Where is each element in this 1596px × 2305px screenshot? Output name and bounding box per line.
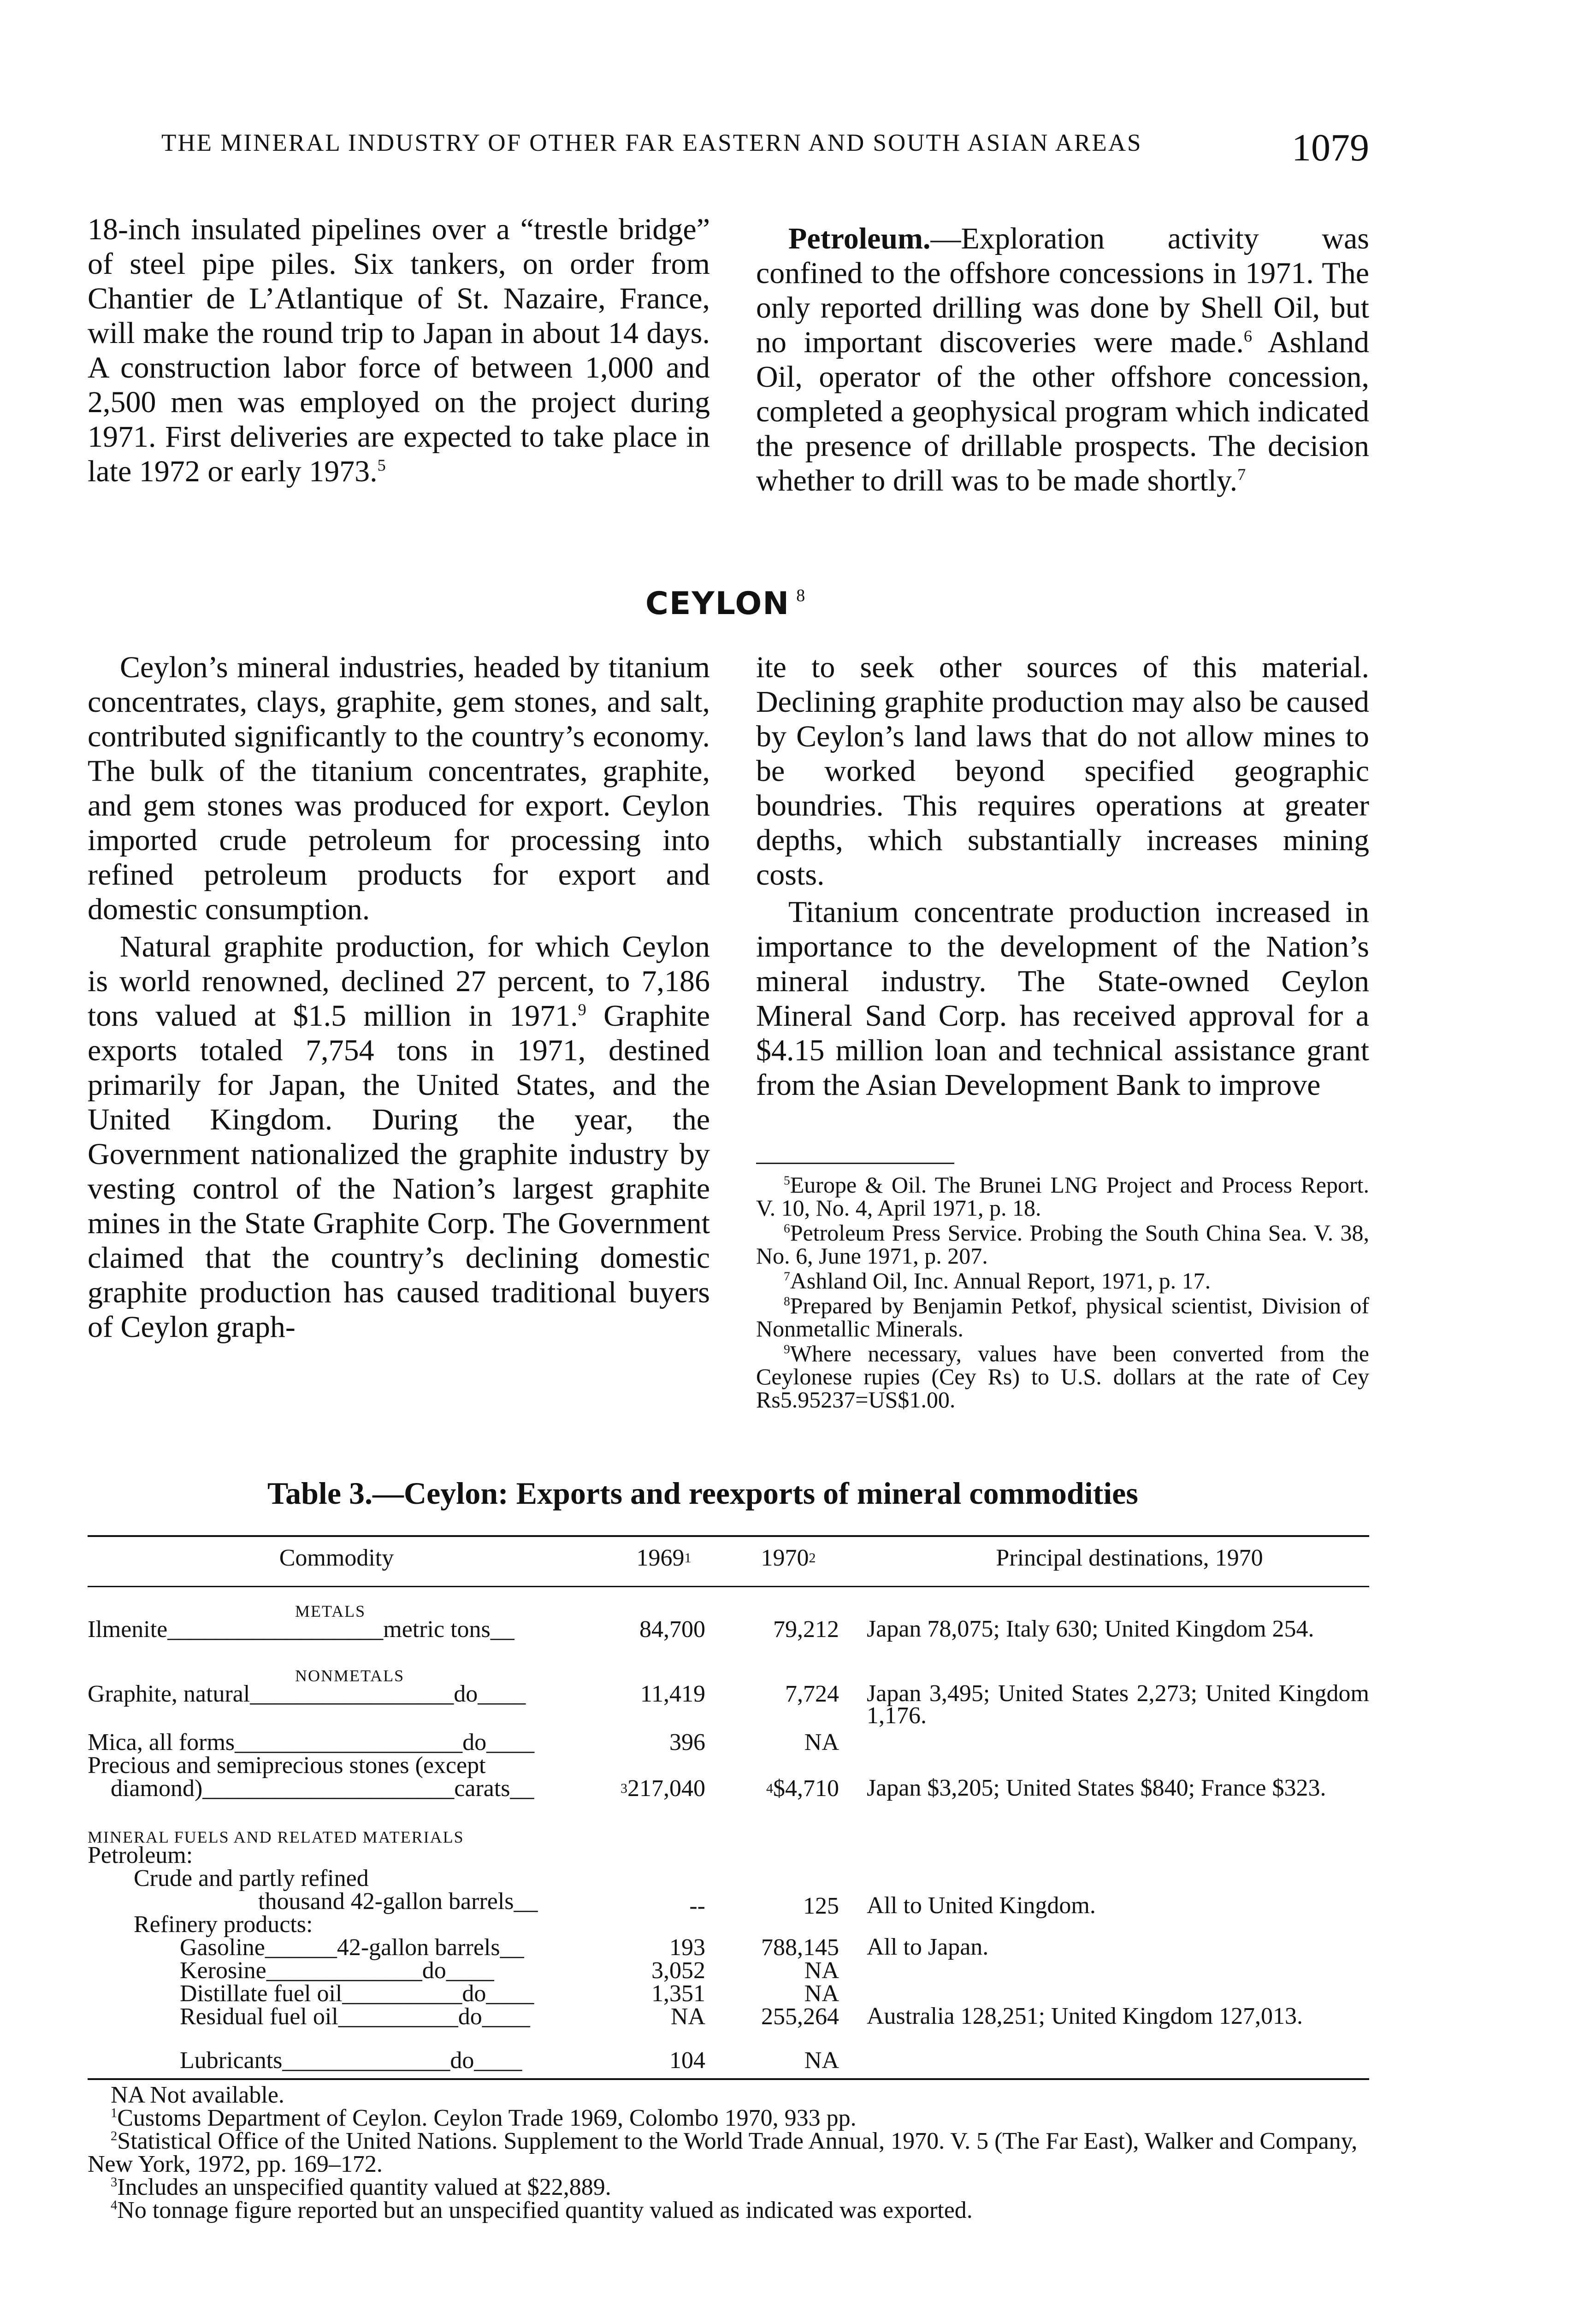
row-gasoline-dest: All to Japan. xyxy=(867,1934,989,1960)
row-mica-1969: 396 xyxy=(669,1729,705,1755)
row-graphite-dest: Japan 3,495; United States 2,273; United Kingdom 1,176. xyxy=(867,1680,1369,1729)
col-header-destinations: Principal destinations, 1970 xyxy=(996,1545,1263,1571)
table-note: $^1$Customs Department of Ceylon. Ceylon Trade 1969, Colombo 1970, 933 pp. xyxy=(111,2105,857,2131)
row-residual-1969: NA xyxy=(670,2004,705,2030)
row-graphite-label: Graphite, natural_________________do____ xyxy=(88,1681,526,1707)
row-crude-1969: -- xyxy=(689,1893,705,1919)
row-ilmenite-1970: 79,212 xyxy=(773,1616,839,1643)
table-header-rule xyxy=(88,1586,1369,1587)
row-precious-label: diamond)_____________________carats__ xyxy=(111,1775,534,1802)
row-gasoline-1969: 193 xyxy=(669,1934,705,1961)
running-header: THE MINERAL INDUSTRY OF OTHER FAR EASTERN AND SOUTH ASIAN AREAS xyxy=(161,130,1142,156)
row-lubricants-1969: 104 xyxy=(669,2047,705,2074)
continuation-left-column xyxy=(88,212,710,489)
table-bottom-rule xyxy=(88,2078,1369,2080)
footnote: $^9$Where necessary, values have been converted from the Ceylonese rupies (Cey Rs) to U.S. dollars at the rate of Cey Rs5.95237=US$1.00. xyxy=(756,1341,1369,1413)
row-refinery-label: Refinery products: xyxy=(134,1911,313,1938)
petroleum-paragraph: Petroleum.—Exploration activity was confined to the offshore concessions in 1971. The only reported drilling was done by Shell Oil, but no important discoveries were made.$^6$ Ashland Oil, operator of the other offshore concession, completed a geophysical program which indicated the presence of drillable prospects. The decision whether to drill was to be made shortly.$^7$ xyxy=(756,222,1369,497)
row-mica-1970: NA xyxy=(804,1729,839,1755)
page-number: 1079 xyxy=(1292,126,1369,169)
row-ilmenite-label: Ilmenite__________________metric tons__ xyxy=(88,1616,514,1643)
ceylon-right-column xyxy=(756,650,1369,1102)
graphite-paragraph: Natural graphite production, for which Ceylon is world renowned, declined 27 percent, to 7,186 tons valued at $1.5 million in 1971.$^9$ Graphite exports totaled 7,754 tons in 1971, destined primarily for Japan, the United States, and the United Kingdom. During the year, the Government nationalized the graphite industry by vesting control of the Nation’s largest graphite mines in the State Graphite Corp. The Government claimed that the country’s declining domestic graphite production has caused traditional buyers of Ceylon graph- xyxy=(88,930,710,1344)
section-title: CEYLON $^8$ xyxy=(645,585,806,622)
footnote: $^7$Ashland Oil, Inc. Annual Report, 1971, p. 17. xyxy=(784,1268,1211,1294)
row-crude-dest: All to United Kingdom. xyxy=(867,1892,1096,1919)
row-crude-label-line1: Crude and partly refined xyxy=(134,1865,369,1891)
col-header-1969: 1969$^1$ xyxy=(636,1545,692,1571)
row-precious-1970: $^4$\$4,710 xyxy=(766,1775,839,1802)
table-note: $^2$Statistical Office of the United Nations. Supplement to the World Trade Annual, 1970. V. 5 (The Far East), Walker and Company, New York, 1972, pp. 169–172. xyxy=(88,2128,1358,2177)
col-header-1970: 1970$^2$ xyxy=(761,1545,816,1571)
footnote: $^8$Prepared by Benjamin Petkof, physical scientist, Division of Nonmetallic Minerals. xyxy=(756,1293,1369,1342)
table-title: Table 3.—Ceylon: Exports and reexports of mineral commodities xyxy=(267,1476,1138,1511)
row-mica-label: Mica, all forms___________________do____ xyxy=(88,1729,535,1755)
table-note: $^3$Includes an unspecified quantity valued at $22,889. xyxy=(111,2174,611,2200)
graphite-continued-paragraph: ite to seek other sources of this material. Declining graphite production may also be caused by Ceylon’s land laws that do not allow mines to be worked beyond specified geographic boundries. This requires operations at greater depths, which substantially increases mining costs. xyxy=(756,650,1369,892)
ceylon-left-column xyxy=(88,650,710,1344)
brunei-lng-paragraph: 18-inch insulated pipelines over a “trestle bridge” of steel pipe piles. Six tankers, on order from Chantier de L’Atlantique of St. Nazaire, France, will make the round trip to Japan in about 14 days. A construction labor force of between 1,000 and 2,500 men was employed on the project during 1971. First deliveries are expected to take place in late 1972 or early 1973.$^5$ xyxy=(88,213,710,488)
section-fuels: MINERAL FUELS AND RELATED MATERIALS xyxy=(88,1828,464,1846)
row-ilmenite-dest: Japan 78,075; Italy 630; United Kingdom 254. xyxy=(867,1616,1314,1642)
row-graphite-1970: 7,724 xyxy=(785,1681,839,1707)
row-ilmenite-1969: 84,700 xyxy=(639,1616,705,1643)
row-gasoline-label: Gasoline______42-gallon barrels__ xyxy=(180,1934,524,1961)
row-gasoline-1970: 788,145 xyxy=(761,1934,839,1961)
table-top-rule xyxy=(88,1535,1369,1537)
petroleum-column xyxy=(756,221,1369,498)
row-residual-dest: Australia 128,251; United Kingdom 127,013. xyxy=(867,2003,1303,2029)
section-metals: METALS xyxy=(295,1602,366,1620)
table-notes xyxy=(88,2084,1369,2222)
titanium-paragraph: Titanium concentrate production increased in importance to the development of the Nation’s mineral industry. The State-owned Ceylon Mineral Sand Corp. has received approval for a $4.15 million loan and technical assistance grant from the Asian Development Bank to improve xyxy=(756,895,1369,1102)
row-precious-1969: $^3$217,040 xyxy=(621,1775,705,1802)
row-residual-1970: 255,264 xyxy=(761,2004,839,2030)
col-header-commodity: Commodity xyxy=(279,1545,394,1571)
row-petroleum-label: Petroleum: xyxy=(88,1842,193,1868)
footnote: $^5$Europe & Oil. The Brunei LNG Project and Process Report. V. 10, No. 4, April 1971, p. 18. xyxy=(756,1172,1369,1221)
row-distillate-1970: NA xyxy=(804,1980,839,2007)
row-precious-dest: Japan $3,205; United States $840; France $323. xyxy=(867,1775,1326,1801)
row-crude-label: thousand 42-gallon barrels__ xyxy=(258,1888,538,1915)
ceylon-overview-paragraph: Ceylon’s mineral industries, headed by titanium concentrates, clays, graphite, gem stones, and salt, contributed significantly to the country’s economy. The bulk of the titanium concentrates, graphite, and gem stones was produced for export. Ceylon imported crude petroleum for processing into refined petroleum products for export and domestic consumption. xyxy=(88,650,710,926)
row-lubricants-label: Lubricants______________do____ xyxy=(180,2047,522,2074)
row-kerosine-label: Kerosine_____________do____ xyxy=(180,1957,494,1984)
row-distillate-label: Distillate fuel oil__________do____ xyxy=(180,1980,534,2007)
row-kerosine-1970: NA xyxy=(804,1957,839,1984)
row-lubricants-1970: NA xyxy=(804,2047,839,2074)
footnote: $^6$Petroleum Press Service. Probing the South China Sea. V. 38, No. 6, June 1971, p. 207. xyxy=(756,1220,1369,1269)
section-nonmetals: NONMETALS xyxy=(295,1667,405,1685)
table-note: NA Not available. xyxy=(111,2082,284,2108)
table-note: $^4$No tonnage figure reported but an unspecified quantity valued as indicated was exported. xyxy=(111,2197,973,2223)
row-residual-label: Residual fuel oil__________do____ xyxy=(180,2004,530,2030)
footnote-rule xyxy=(756,1163,954,1164)
row-precious-label-line1: Precious and semiprecious stones (except xyxy=(88,1752,486,1779)
row-crude-1970: 125 xyxy=(803,1893,839,1919)
footnotes xyxy=(756,1173,1369,1413)
row-graphite-1969: 11,419 xyxy=(640,1681,705,1707)
row-distillate-1969: 1,351 xyxy=(651,1980,705,2007)
row-kerosine-1969: 3,052 xyxy=(651,1957,705,1984)
